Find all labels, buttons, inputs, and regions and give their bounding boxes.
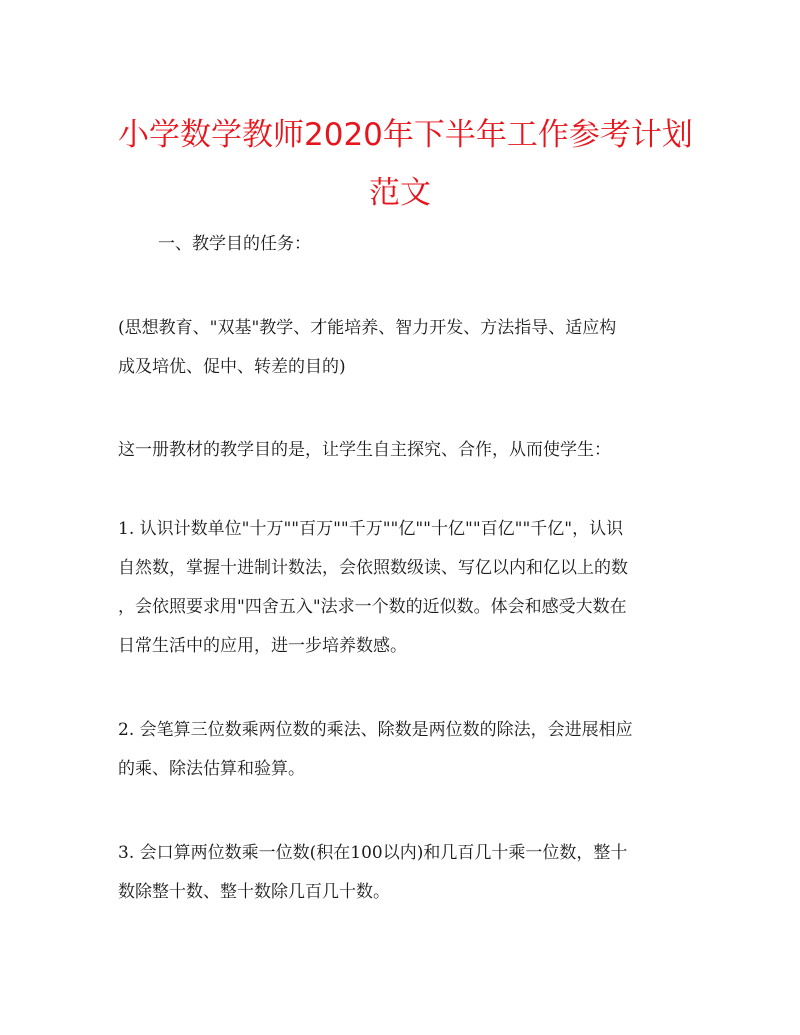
document-title-line-1: 小学数学教师2020年下半年工作参考计划 (118, 117, 693, 153)
list-item-2-line: 的乘、除法估算和验算。 (118, 759, 305, 779)
list-item-1-line: 1. 认识计数单位"十万""百万""千万""亿""十亿""百亿""千亿"，认识 (118, 519, 624, 539)
section-heading-teaching-goals: 一、教学目的任务： (158, 234, 311, 254)
list-item-2-line: 2. 会笔算三位数乘两位数的乘法、除数是两位数的除法，会进展相应 (118, 720, 633, 740)
list-item-1-line: 日常生活中的应用，进一步培养数感。 (118, 636, 407, 656)
list-item-1-line: 自然数，掌握十进制计数法，会依照数级读、写亿以内和亿以上的数 (118, 558, 628, 578)
list-item-3-line: 3. 会口算两位数乘一位数(积在100以内)和几百几十乘一位数，整十 (118, 843, 628, 863)
list-item-3-line: 数除整十数、整十数除几百几十数。 (118, 882, 390, 902)
paragraph-line: 成及培优、促中、转差的目的) (118, 357, 346, 377)
document-title-line-2: 范文 (369, 175, 431, 211)
paragraph-line: 这一册教材的教学目的是，让学生自主探究、合作，从而使学生： (118, 440, 611, 460)
paragraph-line: (思想教育、"双基"教学、才能培养、智力开发、方法指导、适应构 (118, 318, 617, 338)
list-item-1-line: ，会依照要求用"四舍五入"法求一个数的近似数。体会和感受大数在 (118, 597, 627, 617)
